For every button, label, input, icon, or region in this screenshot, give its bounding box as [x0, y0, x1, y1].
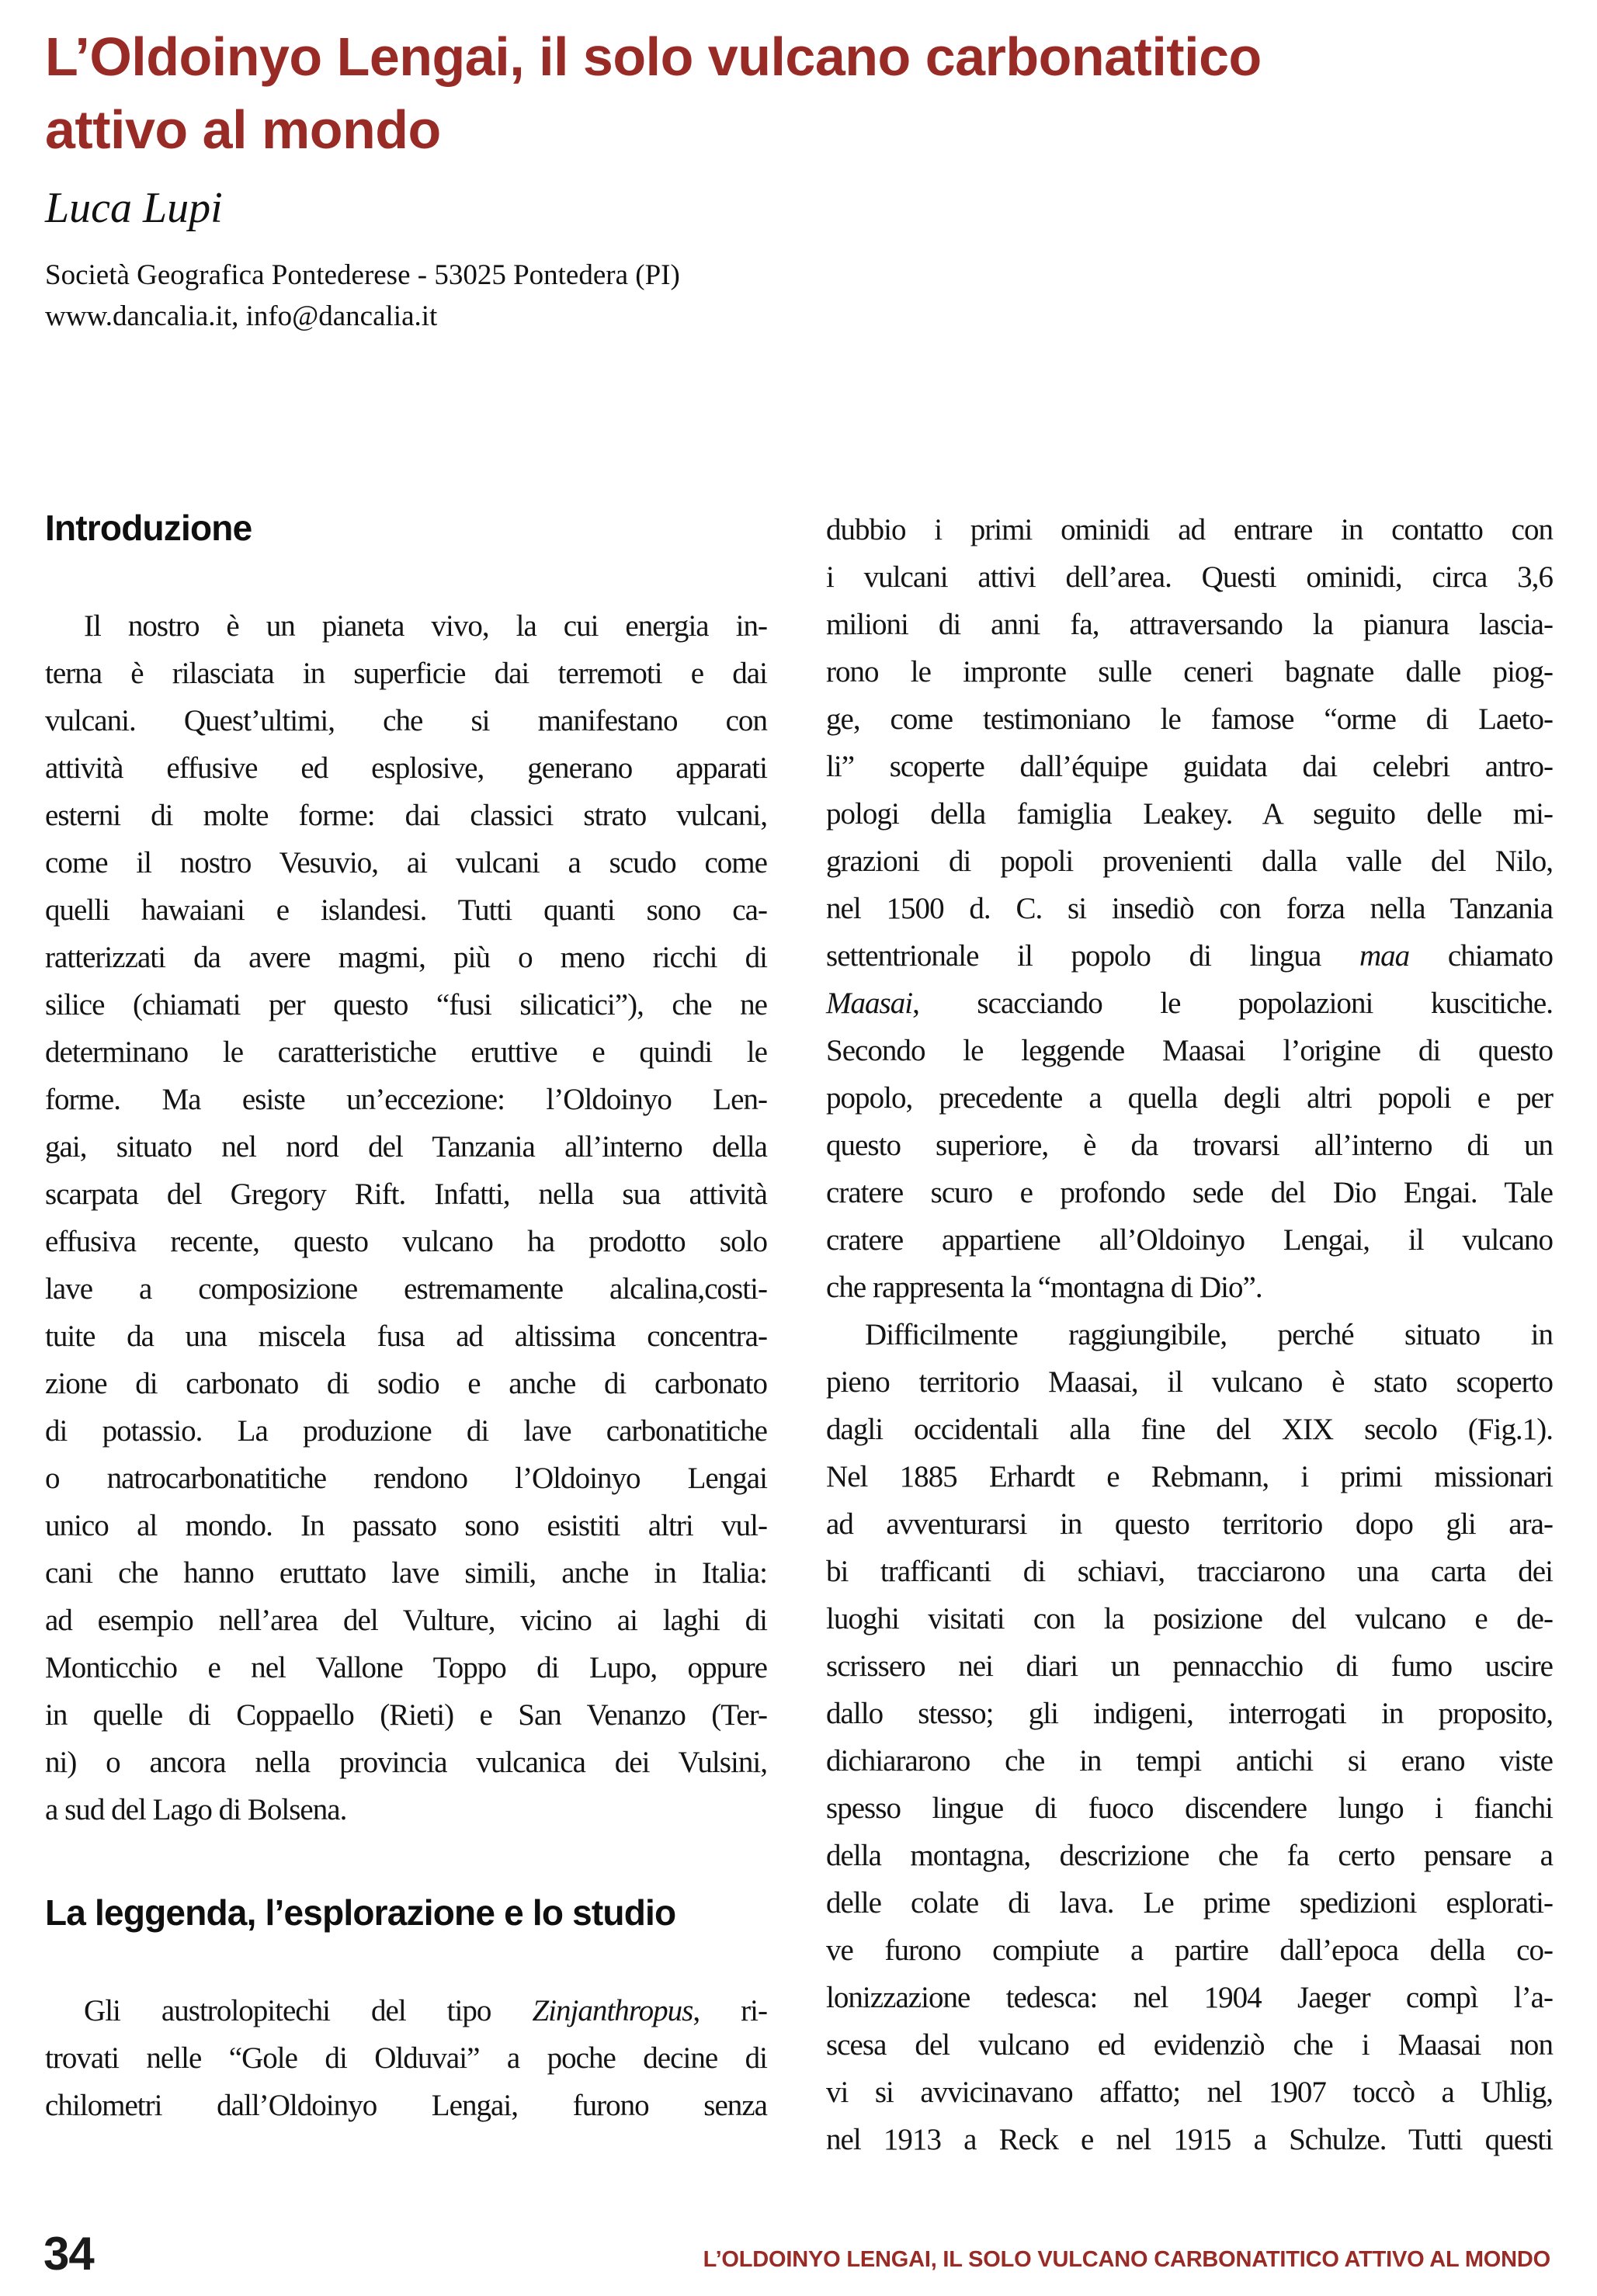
text-segment: dichiararono che in tempi antichi si erano viste	[826, 1744, 1553, 1777]
text-segment: spesso lingue di fuoco discendere lungo i fianchi	[826, 1791, 1553, 1825]
text-segment: Secondo le leggende Maasai l’origine di questo	[826, 1034, 1553, 1067]
text-line	[45, 2034, 767, 2082]
text-line	[826, 1264, 1553, 1311]
text-line	[826, 1927, 1553, 1974]
text-segment: di potassio. La produzione di lave carbonatitiche	[45, 1414, 767, 1448]
text-line	[826, 1122, 1553, 1169]
text-segment: della montagna, descrizione che fa certo pensare a	[826, 1839, 1553, 1872]
text-line	[826, 743, 1553, 790]
text-segment: come il nostro Vesuvio, ai vulcani a scudo come	[45, 846, 767, 879]
text-segment: pologi della famiglia Leakey. A seguito delle mi-	[826, 797, 1553, 831]
section-heading: La leggenda, l’esplorazione e lo studio	[45, 1892, 676, 1933]
text-segment: popolo, precedente a quella degli altri popoli e per	[826, 1081, 1553, 1115]
text-segment: Il nostro è un pianeta vivo, la cui energia in-	[84, 609, 767, 643]
text-segment: attività effusive ed esplosive, generano apparati	[45, 751, 767, 785]
text-line	[45, 650, 767, 697]
text-segment: ad avventurarsi in questo territorio dopo gli ara-	[826, 1507, 1553, 1541]
text-segment: ni) o ancora nella provincia vulcanica dei Vulsini,	[45, 1746, 767, 1779]
text-line	[45, 602, 767, 650]
text-line	[826, 1074, 1553, 1122]
text-segment: tuite da una miscela fusa ad altissima concentra-	[45, 1320, 767, 1353]
text-segment: unico al mondo. In passato sono esistiti altri vul-	[45, 1509, 767, 1542]
text-segment: delle colate di lava. Le prime spedizioni esplorati-	[826, 1886, 1553, 1920]
italic-text-segment: Maasai	[826, 987, 913, 1020]
text-line	[45, 1597, 767, 1644]
text-line	[826, 1453, 1553, 1500]
text-segment: ratterizzati da avere magmi, più o meno ricchi di	[45, 941, 767, 974]
text-segment: cratere appartiene all’Oldoinyo Lengai, il vulcano	[826, 1223, 1553, 1257]
text-line	[826, 1832, 1553, 1879]
text-segment: dallo stesso; gli indigeni, interrogati in proposito,	[826, 1697, 1553, 1730]
text-line	[826, 1216, 1553, 1264]
text-line	[826, 1358, 1553, 1406]
text-segment: dubbio i primi ominidi ad entrare in contatto con	[826, 513, 1553, 546]
text-line	[826, 1311, 1553, 1358]
text-segment: scrissero nei diari un pennacchio di fumo uscire	[826, 1649, 1553, 1683]
article-title-line-1: L’Oldoinyo Lengai, il solo vulcano carbonatitico	[45, 26, 1262, 87]
text-line	[826, 1548, 1553, 1595]
text-line	[826, 1595, 1553, 1642]
text-segment: , ri-	[693, 1994, 768, 2027]
text-line	[45, 1455, 767, 1502]
text-segment: vulcani. Quest’ultimi, che si manifestano con	[45, 704, 767, 737]
paragraph	[45, 1987, 767, 2129]
text-segment: Nel 1885 Erhardt e Rebmann, i primi missionari	[826, 1460, 1553, 1493]
text-line	[45, 1987, 767, 2034]
footer-running-title: L’OLDOINYO LENGAI, IL SOLO VULCANO CARBONATITICO ATTIVO AL MONDO	[703, 2247, 1550, 2272]
text-line	[45, 1076, 767, 1123]
text-line	[826, 601, 1553, 648]
text-line	[826, 506, 1553, 553]
text-line	[826, 1642, 1553, 1690]
text-segment: che rappresenta la “montagna di Dio”.	[826, 1271, 1262, 1304]
text-segment: zione di carbonato di sodio e anche di carbonato	[45, 1367, 767, 1400]
text-line	[45, 792, 767, 839]
text-segment: silice (chiamati per questo “fusi silicatici”), che ne	[45, 988, 767, 1021]
text-line	[45, 1691, 767, 1739]
text-segment: , scacciando le popolazioni kuscitiche.	[912, 987, 1553, 1020]
text-line	[45, 1407, 767, 1455]
text-segment: grazioni di popoli provenienti dalla valle del Nilo,	[826, 845, 1553, 878]
text-segment: dagli occidentali alla fine del XIX secolo (Fig.1).	[826, 1413, 1553, 1446]
text-line	[826, 1169, 1553, 1216]
affiliation-line-2: www.dancalia.it, info@dancalia.it	[45, 300, 438, 332]
text-segment: Gli austrolopitechi del tipo	[84, 1994, 533, 2027]
text-segment: Difficilmente raggiungibile, perché situato in	[865, 1318, 1553, 1351]
affiliation	[45, 255, 680, 337]
text-line	[45, 1502, 767, 1549]
author-name: Luca Lupi	[45, 184, 223, 232]
text-segment: effusiva recente, questo vulcano ha prodotto solo	[45, 1225, 767, 1258]
text-line	[45, 744, 767, 792]
text-line	[45, 1786, 767, 1833]
text-line	[826, 1974, 1553, 2021]
text-segment: scesa del vulcano ed evidenziò che i Maasai non	[826, 2028, 1553, 2062]
text-line	[45, 1171, 767, 1218]
text-line	[826, 1784, 1553, 1832]
text-line	[45, 1028, 767, 1076]
paragraph	[826, 506, 1553, 2163]
text-segment: lave a composizione estremamente alcalina,costi-	[45, 1272, 767, 1306]
text-line	[45, 1265, 767, 1313]
text-segment: vi si avvicinavano affatto; nel 1907 toccò a Uhlig,	[826, 2076, 1553, 2109]
text-segment: questo superiore, è da trovarsi all’interno di un	[826, 1129, 1553, 1162]
text-segment: pieno territorio Maasai, il vulcano è stato scoperto	[826, 1365, 1553, 1399]
text-segment: nel 1500 d. C. si insediò con forza nella Tanzania	[826, 892, 1553, 925]
text-segment: chiamato	[1409, 939, 1553, 973]
text-line	[826, 932, 1553, 980]
text-line	[45, 839, 767, 886]
text-line	[45, 1313, 767, 1360]
text-line	[826, 838, 1553, 885]
text-line	[826, 885, 1553, 932]
text-segment: o natrocarbonatitiche rendono l’Oldoinyo Lengai	[45, 1462, 767, 1495]
section-heading: Introduzione	[45, 508, 252, 548]
text-segment: ge, come testimoniano le famose “orme di Laeto-	[826, 702, 1553, 736]
text-line	[45, 697, 767, 744]
text-segment: Monticchio e nel Vallone Toppo di Lupo, oppure	[45, 1651, 767, 1684]
text-segment: li” scoperte dall’équipe guidata dai celebri antro-	[826, 750, 1553, 783]
paragraph	[45, 602, 767, 1833]
text-line	[826, 1737, 1553, 1784]
text-segment: forme. Ma esiste un’eccezione: l’Oldoinyo Len-	[45, 1083, 767, 1116]
text-line	[826, 1879, 1553, 1927]
text-line	[826, 1690, 1553, 1737]
text-line	[826, 648, 1553, 695]
text-column-left	[45, 506, 767, 2129]
text-segment: trovati nelle “Gole di Olduvai” a poche decine di	[45, 2041, 767, 2075]
text-line	[826, 1027, 1553, 1074]
text-line	[826, 553, 1553, 601]
text-segment: luoghi visitati con la posizione del vulcano e de-	[826, 1602, 1553, 1635]
text-line	[826, 1500, 1553, 1548]
text-segment: terna è rilasciata in superficie dai terremoti e dai	[45, 657, 767, 690]
text-segment: lonizzazione tedesca: nel 1904 Jaeger compì l’a-	[826, 1981, 1553, 2014]
footer-page-number: 34	[43, 2228, 94, 2280]
text-line	[45, 1549, 767, 1597]
text-segment: milioni di anni fa, attraversando la pianura lascia-	[826, 608, 1553, 641]
text-line	[45, 886, 767, 934]
affiliation-line-1: Società Geografica Pontederese - 53025 Pontedera (PI)	[45, 259, 680, 291]
text-segment: nel 1913 a Reck e nel 1915 a Schulze. Tutti questi	[826, 2123, 1553, 2156]
text-segment: gai, situato nel nord del Tanzania all’interno della	[45, 1130, 767, 1164]
text-column-right	[826, 506, 1553, 2163]
article-title-line-2: attivo al mondo	[45, 99, 441, 160]
text-segment: determinano le caratteristiche eruttive e quindi le	[45, 1035, 767, 1069]
text-line	[826, 695, 1553, 743]
article-title	[45, 20, 1520, 166]
text-line	[45, 1360, 767, 1407]
text-segment: settentrionale il popolo di lingua	[826, 939, 1359, 973]
text-segment: quelli hawaiani e islandesi. Tutti quanti sono ca-	[45, 893, 767, 927]
text-line	[826, 2021, 1553, 2069]
italic-text-segment: Zinjanthropus	[532, 1994, 693, 2027]
text-line	[45, 1218, 767, 1265]
text-segment: rono le impronte sulle ceneri bagnate dalle piog-	[826, 655, 1553, 688]
text-segment: i vulcani attivi dell’area. Questi ominidi, circa 3,6	[826, 560, 1553, 594]
text-segment: ve furono compiute a partire dall’epoca della co-	[826, 1934, 1553, 1967]
text-line	[826, 1406, 1553, 1453]
text-line	[45, 1644, 767, 1691]
text-segment: scarpata del Gregory Rift. Infatti, nella sua attività	[45, 1177, 767, 1211]
text-segment: chilometri dall’Oldoinyo Lengai, furono senza	[45, 2089, 767, 2122]
text-segment: a sud del Lago di Bolsena.	[45, 1793, 347, 1826]
text-line	[45, 934, 767, 981]
text-line	[45, 981, 767, 1028]
text-line	[45, 1123, 767, 1171]
text-line	[45, 2082, 767, 2129]
text-line	[45, 1739, 767, 1786]
text-line	[826, 980, 1553, 1027]
text-line	[826, 2116, 1553, 2163]
text-segment: bi trafficanti di schiavi, tracciarono una carta dei	[826, 1555, 1553, 1588]
text-segment: cratere scuro e profondo sede del Dio Engai. Tale	[826, 1176, 1553, 1209]
text-segment: in quelle di Coppaello (Rieti) e San Venanzo (Ter-	[45, 1698, 767, 1732]
text-segment: ad esempio nell’area del Vulture, vicino ai laghi di	[45, 1604, 767, 1637]
italic-text-segment: maa	[1359, 939, 1410, 973]
text-line	[826, 790, 1553, 838]
text-segment: esterni di molte forme: dai classici strato vulcani,	[45, 799, 767, 832]
text-segment: cani che hanno eruttato lave simili, anche in Italia:	[45, 1556, 767, 1590]
text-line	[826, 2069, 1553, 2116]
